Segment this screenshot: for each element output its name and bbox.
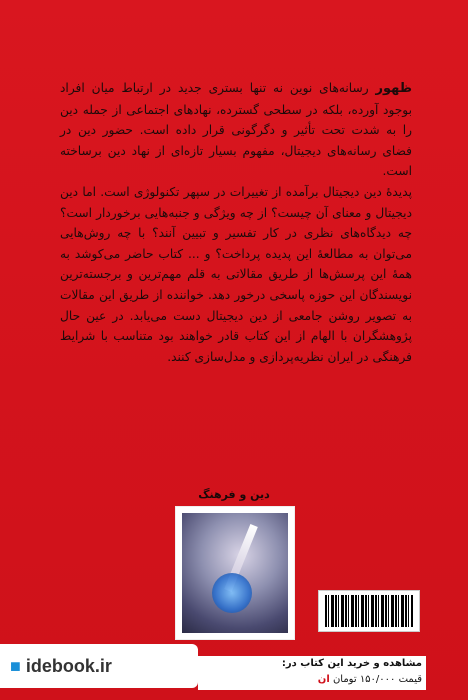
watermark-tail: ان [317, 674, 330, 685]
blurb-paragraph-2: پدیدهٔ دین دیجیتال برآمده از تغییرات در سپهر تکنولوژی است. اما دین دیجیتال و معنای آن چیست؟ از چه ویژگی و جنبه‌هایی برخوردار است؟ چه دیدگاه‌های نظری در کار تفسیر و تبیین آنند؟ با چه روش‌هایی می‌توان به مطالعهٔ این پدیده پرداخت؟ و ... کتاب حاضر می‌کوشد به همهٔ این پرسش‌ها از طریق مقالاتی به قلم مهم‌ترین و برجسته‌ترین نویسندگان این حوزه پاسخی درخور دهد. خواننده از طریق این مقالات به تصویر روشن جامعی از دین دیجیتال دست می‌یابد. در عین حال پژوهشگران با الهام از این کتاب قادر خواهند بود متناسب با شرایط فرهنگی در ایران نظریه‌پردازی و مدل‌سازی کنند. [60, 184, 412, 364]
watermark-badge[interactable] [0, 644, 198, 688]
blurb-text-1: رسانه‌های نوین نه تنها بستری جدید در ارتباط میان افراد بوجود آورده، بلکه در سطحی گسترده، نهادهای اجتماعی از جمله دین را به شدت تحت تأثیر و دگرگونی قرار داده است. حضور دین در فضای رسانه‌های دیجیتال، مفهوم بسیار تازه‌ای از نهاد دین برساخته است. [60, 81, 412, 179]
logo-text: idebook [25, 656, 95, 676]
barcode [318, 590, 420, 632]
cover-artwork [182, 513, 288, 633]
watermark-line-2 [318, 674, 422, 685]
blurb-lead-word: ظهور [375, 81, 413, 96]
price-label: قیمت ۱۵۰/۰۰۰ تومان [332, 674, 422, 685]
back-cover-blurb [60, 78, 412, 367]
logo-i-icon: ■ [10, 656, 21, 676]
barcode-bars [325, 595, 413, 627]
watermark-info [198, 656, 426, 690]
watermark-line-1: مشاهده و خرید این کتاب در: [281, 658, 422, 669]
artwork-orb [212, 573, 252, 613]
series-title: دین و فرهنگ [198, 488, 270, 501]
logo-tld: .ir [94, 656, 112, 676]
idebook-logo[interactable] [10, 656, 112, 677]
front-cover-thumbnail [175, 506, 295, 640]
blurb-paragraph-1 [60, 78, 412, 182]
